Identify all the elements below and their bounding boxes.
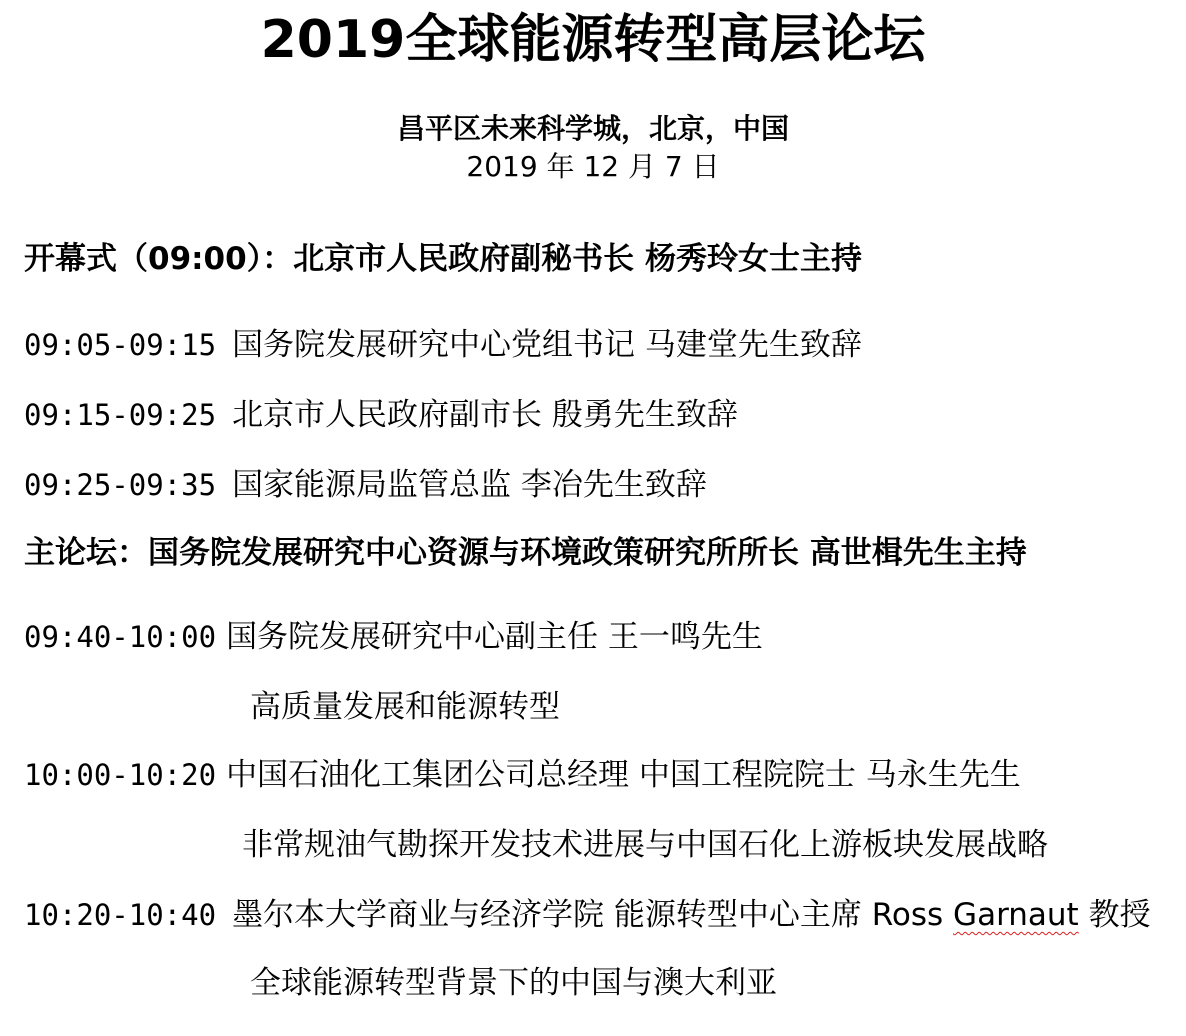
agenda-time: 09:15-09:25 xyxy=(24,398,217,432)
main-forum-heading: 主论坛：国务院发展研究中心资源与环境政策研究所所长 高世楫先生主持 xyxy=(24,535,1027,571)
agenda-time: 09:05-09:15 xyxy=(24,328,217,362)
event-date: 2019 年 12 月 7 日 xyxy=(466,150,720,183)
agenda-speaker: 国务院发展研究中心副主任 王一鸣先生 xyxy=(226,619,763,655)
opening-heading: 开幕式（09:00）：北京市人民政府副秘书长 杨秀玲女士主持 xyxy=(24,241,862,277)
speaker-surname: Garnaut xyxy=(953,897,1079,933)
agenda-row xyxy=(24,396,738,434)
agenda-row xyxy=(24,896,1151,934)
agenda-speaker: 中国石油化工集团公司总经理 中国工程院院士 马永生先生 xyxy=(226,757,1021,793)
agenda-row xyxy=(24,756,1021,794)
agenda-speaker xyxy=(232,896,1151,934)
agenda-time: 09:25-09:35 xyxy=(24,468,217,502)
agenda-topic: 非常规油气勘探开发技术进展与中国石化上游板块发展战略 xyxy=(242,827,1048,863)
speaker-affiliation: 墨尔本大学商业与经济学院 能源转型中心主席 Ross xyxy=(232,897,954,933)
agenda-time: 09:40-10:00 xyxy=(24,620,217,654)
agenda-row xyxy=(24,326,862,364)
agenda-topic: 高质量发展和能源转型 xyxy=(250,689,560,725)
speaker-title: 教授 xyxy=(1078,897,1151,933)
agenda-topic: 全球能源转型背景下的中国与澳大利亚 xyxy=(250,965,777,1001)
agenda-row xyxy=(24,466,707,504)
agenda-row xyxy=(24,618,763,656)
event-location: 昌平区未来科学城，北京，中国 xyxy=(396,112,789,145)
agenda-desc: 北京市人民政府副市长 殷勇先生致辞 xyxy=(232,397,738,433)
agenda-time: 10:20-10:40 xyxy=(24,898,217,932)
agenda-desc: 国家能源局监管总监 李冶先生致辞 xyxy=(232,467,707,503)
agenda-desc: 国务院发展研究中心党组书记 马建堂先生致辞 xyxy=(232,327,862,363)
page-title: 2019全球能源转型高层论坛 xyxy=(260,10,926,70)
agenda-time: 10:00-10:20 xyxy=(24,758,217,792)
